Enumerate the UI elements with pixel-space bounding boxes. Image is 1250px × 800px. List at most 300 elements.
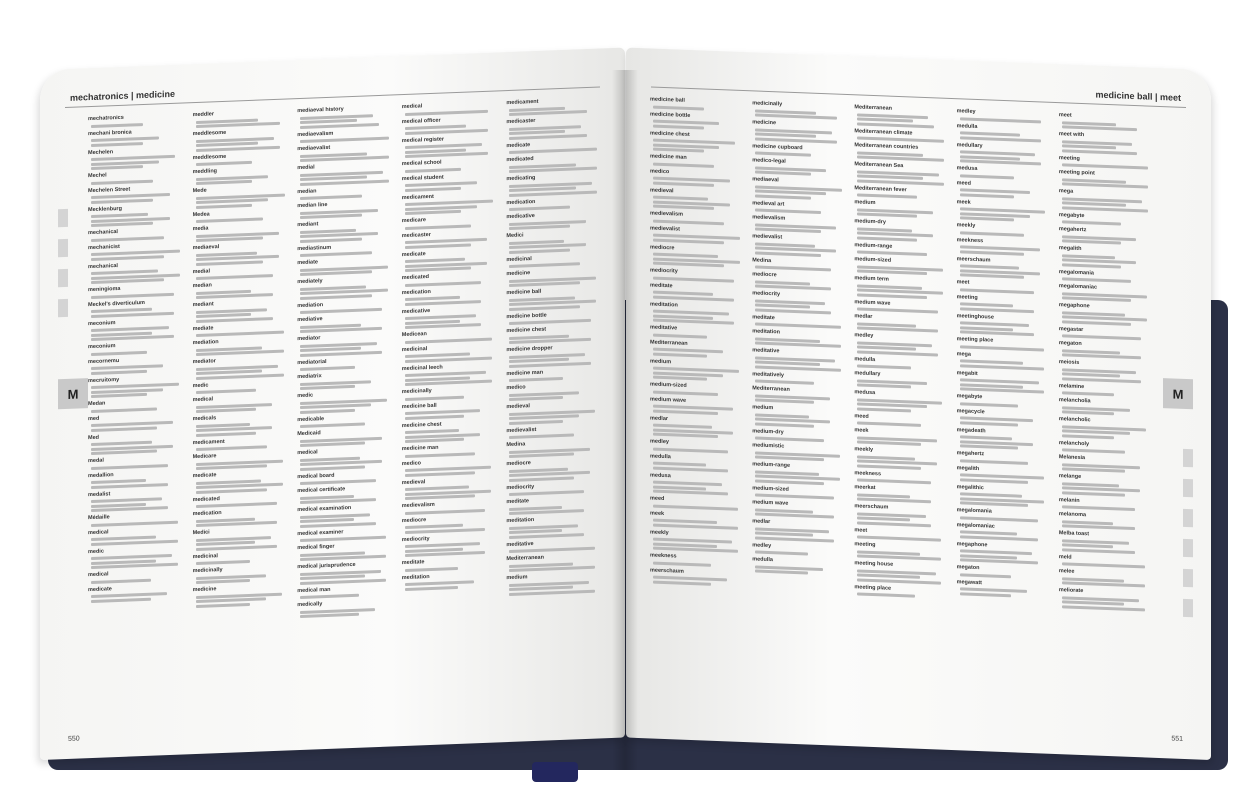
- dictionary-entry: [1059, 383, 1151, 398]
- dictionary-entry: [957, 579, 1049, 599]
- dictionary-entry: [402, 115, 497, 135]
- entry-headword: mechanical: [88, 262, 118, 270]
- dictionary-entry: [297, 313, 392, 333]
- entry-headword: medium-dry: [854, 218, 886, 226]
- dictionary-entry: [752, 485, 844, 500]
- definition-text-line: [405, 566, 458, 571]
- dictionary-entry: [88, 545, 183, 569]
- dictionary-entry: [297, 503, 392, 527]
- entry-headword: meliorate: [1058, 587, 1084, 595]
- definition-text-line: [509, 305, 580, 311]
- dictionary-entry: [752, 314, 844, 329]
- definition-text-line: [1062, 391, 1115, 396]
- dictionary-entry: [193, 128, 288, 152]
- definition-text-line: [91, 222, 153, 227]
- entry-headword: medical officer: [401, 117, 441, 125]
- definition-text-line: [960, 444, 1018, 449]
- dictionary-entry: [297, 470, 392, 485]
- entry-headword: medievalism: [752, 214, 786, 222]
- entry-headword: megalomaniac: [956, 521, 995, 530]
- definition-text-line: [1062, 448, 1125, 453]
- entry-headword: meditate: [401, 559, 425, 567]
- entry-headword: mediaeval: [752, 176, 779, 184]
- definition-text-line: [300, 403, 371, 409]
- dictionary-entry: [650, 552, 742, 567]
- definition-text-line: [1062, 182, 1148, 188]
- entry-headword: medicine dropper: [506, 345, 553, 354]
- entry-headword: meet: [956, 279, 970, 286]
- right-column-5: [1059, 112, 1151, 718]
- entry-headword: medicinally: [192, 566, 223, 575]
- dictionary-entry: [297, 446, 392, 470]
- dictionary-entry: [193, 151, 288, 166]
- definition-text-line: [509, 206, 570, 211]
- dictionary-entry: [88, 469, 183, 489]
- entry-headword: mediation: [297, 301, 324, 309]
- definition-text-line: [653, 181, 714, 186]
- definition-text-line: [509, 419, 563, 424]
- definition-text-line: [91, 160, 159, 166]
- dictionary-entry: [1059, 497, 1151, 512]
- definition-text-line: [755, 479, 824, 485]
- entry-headword: medusa: [956, 165, 978, 173]
- entry-headword: medicine: [192, 586, 217, 594]
- dictionary-entry: [402, 229, 497, 249]
- definition-text-line: [653, 124, 704, 129]
- entry-headword: meet: [1058, 112, 1072, 119]
- entry-headword: meekly: [650, 528, 669, 536]
- dictionary-entry: [650, 301, 742, 325]
- entry-headword: meeting: [956, 293, 978, 301]
- dictionary-entry: [1059, 188, 1151, 212]
- entry-headword: medical student: [401, 173, 444, 182]
- definition-text-line: [857, 193, 917, 198]
- entry-headword: medical board: [297, 472, 335, 480]
- left-thumb-index: M: [58, 378, 88, 409]
- entry-headword: mechatronics: [88, 114, 124, 123]
- dictionary-entry: [957, 180, 1049, 200]
- dictionary-entry: [402, 457, 497, 477]
- entry-headword: medicine bottle: [650, 110, 691, 119]
- dictionary-entry: [957, 256, 1049, 280]
- entry-headword: medium wave: [854, 298, 891, 307]
- definition-text-line: [509, 262, 580, 268]
- dictionary-entry: [506, 153, 601, 173]
- definition-text-line: [653, 148, 704, 153]
- definition-text-line: [91, 198, 153, 203]
- definition-text-line: [960, 231, 1025, 236]
- entry-headword: megaton: [1058, 340, 1082, 348]
- entry-headword: medical examiner: [297, 528, 344, 537]
- entry-headword: medicate: [401, 250, 426, 258]
- entry-headword: medial: [297, 164, 315, 172]
- definition-text-line: [300, 366, 355, 371]
- entry-headword: medicated: [506, 156, 534, 164]
- dictionary-entry: [506, 310, 601, 325]
- dictionary-entry: [1059, 283, 1151, 303]
- definition-text-line: [1062, 353, 1141, 359]
- definition-text-line: [300, 422, 365, 428]
- definition-text-line: [653, 295, 734, 301]
- definition-text-line: [405, 494, 475, 500]
- entry-headword: medium: [650, 357, 672, 365]
- dictionary-entry: [506, 324, 601, 344]
- entry-headword: meet: [854, 526, 868, 534]
- entry-headword: medium-sized: [854, 256, 892, 264]
- definition-text-line: [755, 550, 808, 555]
- definition-text-line: [91, 449, 157, 455]
- entry-headword: Mechel: [88, 172, 107, 180]
- entry-headword: mechani bronica: [88, 128, 132, 137]
- entry-headword: media: [192, 225, 209, 233]
- dictionary-entry: [88, 227, 183, 242]
- dictionary-entry: [193, 584, 288, 608]
- entry-headword: melancholic: [1058, 416, 1091, 424]
- entry-headword: megadeath: [956, 426, 986, 434]
- definition-text-line: [196, 260, 263, 266]
- left-column-4: [402, 100, 497, 706]
- entry-headword: Mediterranean countries: [854, 142, 919, 151]
- definition-text-line: [755, 379, 814, 384]
- entry-headword: mediumistic: [752, 442, 785, 450]
- definition-text-line: [960, 250, 1025, 255]
- definition-text-line: [857, 326, 937, 332]
- dictionary-entry: [297, 161, 392, 185]
- dictionary-entry: [957, 142, 1049, 166]
- dictionary-entry: [957, 507, 1049, 522]
- entry-headword: megaphone: [956, 540, 988, 548]
- definition-text-line: [405, 580, 474, 586]
- entry-headword: megalith: [1058, 245, 1082, 253]
- entry-headword: mediator: [192, 358, 216, 366]
- definition-text-line: [1062, 581, 1145, 587]
- entry-headword: medicine: [752, 119, 777, 127]
- definition-text-line: [653, 547, 738, 553]
- entry-headword: medulla: [854, 355, 876, 363]
- dictionary-entry: [650, 225, 742, 245]
- definition-text-line: [196, 236, 263, 242]
- entry-headword: Med: [88, 434, 99, 441]
- entry-headword: meddler: [192, 111, 214, 119]
- dictionary-entry: [297, 275, 392, 299]
- dictionary-entry: [297, 185, 392, 200]
- definition-text-line: [405, 167, 461, 172]
- definition-text-line: [91, 165, 143, 170]
- right-page-number: 551: [1171, 735, 1183, 743]
- dictionary-entry: [957, 165, 1049, 180]
- entry-headword: mega: [1058, 188, 1074, 195]
- definition-text-line: [405, 585, 458, 590]
- dictionary-entry: [193, 280, 288, 300]
- entry-headword: medical: [192, 396, 214, 404]
- definition-text-line: [857, 383, 910, 388]
- entry-headword: medium-dry: [752, 427, 784, 436]
- dictionary-entry: [88, 412, 183, 432]
- entry-headword: Mediterranean fever: [854, 184, 907, 193]
- definition-text-line: [755, 251, 820, 257]
- entry-headword: meconium: [88, 343, 116, 351]
- dictionary-entry: [752, 290, 844, 314]
- entry-headword: melamine: [1058, 382, 1085, 390]
- entry-headword: melancholia: [1058, 397, 1091, 405]
- entry-headword: meiosis: [1058, 359, 1080, 366]
- entry-headword: medal: [88, 457, 104, 465]
- definition-text-line: [405, 471, 475, 477]
- dictionary-entry: [650, 438, 742, 453]
- entry-headword: mediant: [297, 221, 319, 229]
- entry-headword: mediation: [192, 339, 219, 347]
- dictionary-entry: [88, 431, 183, 455]
- definition-text-line: [196, 203, 253, 208]
- dictionary-entry: [957, 279, 1049, 294]
- dictionary-entry: [88, 241, 183, 261]
- dictionary-entry: [854, 484, 946, 504]
- dictionary-entry: [402, 571, 497, 591]
- definition-text-line: [1062, 410, 1115, 415]
- dictionary-entry: [88, 298, 183, 318]
- definition-text-line: [857, 407, 910, 412]
- dictionary-entry: [957, 522, 1049, 542]
- definition-text-line: [960, 330, 1035, 336]
- dictionary-entry: [297, 256, 392, 276]
- right-column-2: [752, 100, 844, 706]
- dictionary-entry: [402, 514, 497, 534]
- dictionary-entry: [402, 100, 497, 115]
- entry-headword: medicinal leech: [401, 364, 443, 372]
- entry-headword: medicine chest: [401, 421, 442, 429]
- definition-text-line: [1062, 220, 1121, 225]
- definition-text-line: [196, 445, 267, 451]
- definition-text-line: [91, 407, 157, 413]
- dictionary-entry: [297, 142, 392, 162]
- definition-text-line: [1062, 605, 1145, 611]
- entry-headword: medallion: [88, 471, 114, 479]
- entry-headword: medicament: [506, 98, 539, 107]
- entry-headword: medical examination: [297, 505, 352, 514]
- dictionary-entry: [957, 237, 1049, 257]
- dictionary-entry: [957, 450, 1049, 465]
- entry-headword: megabyte: [956, 393, 983, 401]
- entry-headword: meerschaum: [854, 503, 889, 511]
- entry-headword: medievalism: [401, 501, 435, 510]
- definition-text-line: [405, 314, 476, 320]
- dictionary-entry: [854, 142, 946, 162]
- dictionary-entry: [193, 565, 288, 585]
- entry-headword: meld: [1058, 553, 1072, 561]
- definition-text-line: [960, 478, 1028, 484]
- right-tab-mark: [1183, 539, 1193, 557]
- entry-headword: meddlesome: [192, 153, 227, 161]
- entry-headword: medicaster: [401, 231, 431, 239]
- dictionary-entry: [854, 541, 946, 561]
- entry-headword: melancholy: [1058, 439, 1090, 447]
- entry-headword: median: [297, 187, 317, 195]
- dictionary-entry: [297, 299, 392, 314]
- entry-headword: meditatively: [752, 370, 784, 379]
- dictionary-entry: [193, 394, 288, 414]
- definition-text-line: [300, 251, 372, 257]
- dictionary-entry: [88, 127, 183, 147]
- definition-text-line: [857, 212, 917, 217]
- entry-headword: medicine chest: [650, 129, 690, 138]
- dictionary-entry: [88, 341, 183, 356]
- dictionary-entry: [752, 119, 844, 143]
- dictionary-entry: [402, 533, 497, 557]
- dictionary-entry: [193, 451, 288, 471]
- entry-headword: mediate: [192, 324, 214, 332]
- entry-headword: medicinal: [192, 552, 218, 560]
- dictionary-entry: [193, 299, 288, 323]
- entry-headword: meed: [650, 495, 665, 503]
- left-column-3: [297, 104, 392, 710]
- entry-headword: megacycle: [956, 407, 985, 415]
- dictionary-entry: [650, 529, 742, 553]
- definition-text-line: [1062, 548, 1135, 554]
- entry-headword: meditate: [752, 313, 775, 321]
- left-tab-mark: [58, 299, 68, 317]
- dictionary-entry: [752, 556, 844, 576]
- definition-text-line: [1062, 206, 1148, 212]
- entry-headword: Mediterranean Sea: [854, 161, 904, 170]
- entry-headword: Medicean: [401, 331, 427, 339]
- definition-text-line: [960, 136, 1041, 142]
- dictionary-entry: [297, 199, 392, 219]
- entry-headword: medium-range: [854, 241, 893, 250]
- dictionary-entry: [193, 508, 288, 528]
- entry-headword: Medina: [506, 441, 526, 449]
- right-column-3: [854, 104, 946, 710]
- definition-text-line: [653, 205, 714, 210]
- dictionary-entry: [506, 196, 601, 211]
- dictionary-entry: [88, 488, 183, 512]
- definition-text-line: [1062, 263, 1121, 268]
- entry-headword: megaphone: [1058, 302, 1090, 310]
- entry-headword: medievalist: [506, 426, 537, 434]
- dictionary-entry: [1059, 302, 1151, 326]
- definition-text-line: [509, 248, 570, 253]
- right-tab-mark: [1183, 509, 1193, 527]
- dictionary-entry: [957, 541, 1049, 565]
- dictionary-entry: [402, 134, 497, 158]
- definition-text-line: [405, 452, 475, 458]
- entry-headword: medium wave: [650, 395, 687, 404]
- definition-text-line: [1062, 524, 1135, 530]
- entry-headword: mediative: [297, 316, 323, 324]
- dictionary-entry: [957, 313, 1049, 337]
- dictionary-entry: [957, 199, 1049, 223]
- definition-text-line: [653, 390, 718, 395]
- dictionary-entry: [957, 408, 1049, 428]
- definition-text-line: [653, 376, 707, 381]
- dictionary-entry: [957, 393, 1049, 408]
- dictionary-entry: [297, 484, 392, 504]
- entry-headword: meditate: [650, 281, 673, 289]
- dictionary-entry: [854, 446, 946, 470]
- dictionary-entry: [854, 527, 946, 542]
- entry-headword: Mediterranean: [854, 104, 893, 112]
- entry-headword: medication: [401, 288, 431, 296]
- definition-text-line: [755, 308, 831, 314]
- entry-headword: mechanical: [88, 229, 118, 237]
- dictionary-entry: [650, 339, 742, 359]
- dictionary-entry: [752, 100, 844, 120]
- dictionary-entry: [1059, 112, 1151, 132]
- dictionary-entry: [193, 436, 288, 451]
- definition-text-line: [755, 227, 820, 233]
- entry-headword: med: [88, 415, 100, 422]
- definition-text-line: [960, 193, 1014, 198]
- entry-headword: medium term: [854, 275, 889, 283]
- entry-headword: medium: [752, 404, 774, 412]
- definition-text-line: [509, 225, 570, 230]
- entry-headword: medievalist: [752, 233, 783, 241]
- entry-headword: medication: [192, 510, 222, 518]
- definition-text-line: [91, 123, 143, 128]
- entry-headword: meet with: [1058, 131, 1085, 139]
- right-thumb-index: M: [1163, 378, 1193, 409]
- entry-headword: medical man: [297, 586, 331, 594]
- definition-text-line: [91, 497, 162, 503]
- definition-text-line: [960, 302, 1013, 307]
- definition-text-line: [653, 523, 738, 529]
- dictionary-entry: [1059, 245, 1151, 269]
- dictionary-entry: [193, 413, 288, 437]
- entry-headword: medical: [88, 528, 109, 536]
- definition-text-line: [509, 281, 580, 287]
- dictionary-entry: [506, 115, 601, 139]
- definition-text-line: [91, 350, 147, 355]
- entry-headword: medicate: [506, 141, 531, 149]
- entry-headword: medicative: [401, 307, 431, 315]
- right-tab-mark: [1183, 449, 1193, 467]
- dictionary-entry: [506, 139, 601, 154]
- dictionary-entry: [752, 176, 844, 200]
- definition-text-line: [196, 161, 253, 166]
- dictionary-entry: [506, 438, 601, 458]
- definition-text-line: [509, 414, 579, 420]
- dictionary-entry: [650, 96, 742, 111]
- dictionary-entry: [88, 569, 183, 584]
- dictionary-entry: [957, 564, 1049, 579]
- entry-headword: Médaille: [88, 514, 110, 522]
- entry-headword: medievalist: [650, 224, 680, 233]
- entry-headword: medicinal: [401, 345, 428, 353]
- definition-text-line: [857, 521, 931, 527]
- dictionary-entry: [650, 244, 742, 268]
- dictionary-entry: [193, 356, 288, 380]
- definition-text-line: [405, 395, 465, 400]
- dictionary-entry: [402, 172, 497, 192]
- entry-headword: median line: [297, 201, 328, 210]
- definition-text-line: [755, 422, 814, 427]
- dictionary-entry: [650, 153, 742, 168]
- dictionary-entry: [854, 128, 946, 143]
- dictionary-entry: [752, 157, 844, 177]
- right-tab-mark: [1183, 599, 1193, 617]
- dictionary-entry: [1059, 340, 1151, 360]
- entry-headword: medical register: [401, 135, 444, 144]
- dictionary-entry: [297, 598, 392, 618]
- definition-text-line: [300, 237, 361, 242]
- dictionary-entry: [1059, 326, 1151, 341]
- left-columns: [88, 96, 601, 718]
- definition-text-line: [1062, 239, 1121, 244]
- entry-headword: mediocre: [752, 271, 777, 279]
- dictionary-entry: [88, 203, 183, 227]
- definition-text-line: [755, 436, 824, 442]
- entry-headword: medicare: [401, 217, 426, 225]
- definition-text-line: [857, 293, 927, 299]
